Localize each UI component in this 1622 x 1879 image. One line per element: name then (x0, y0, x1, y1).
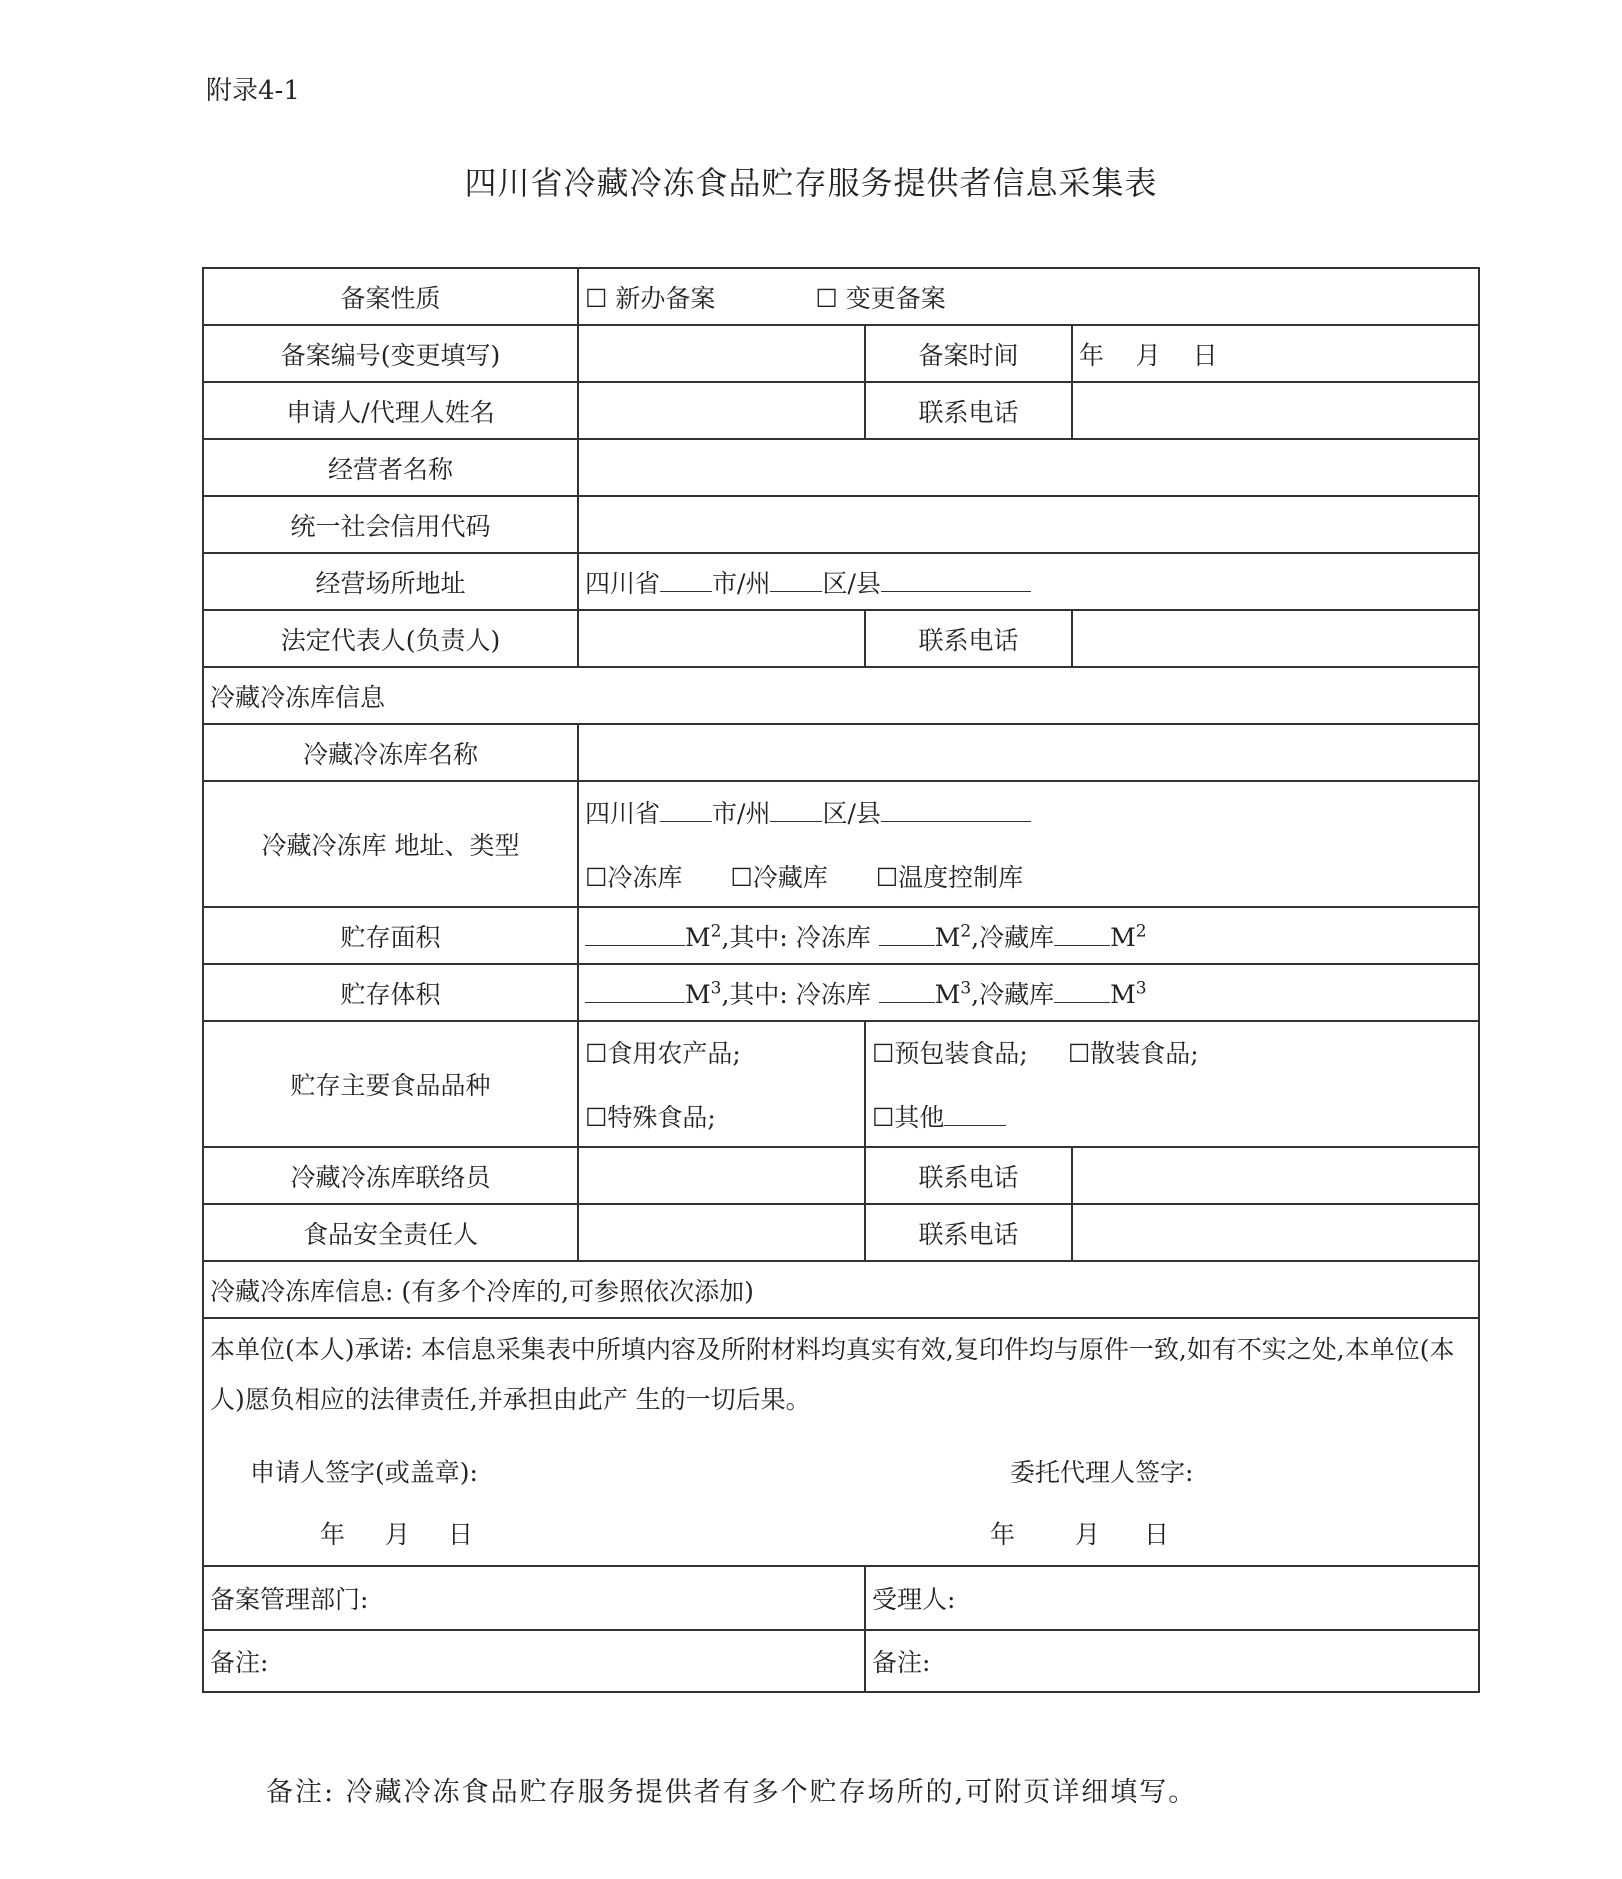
promise-text: 本单位(本人)承诺: 本信息采集表中所填内容及所附材料均真实有效,复印件均与原件一致,如有不实之处,本单位(本人)愿负相应的法律责任,并承担由此产 生的一切后果。 (210, 1335, 1455, 1414)
applicant-signature[interactable]: 申请人签字(或盖章): (250, 1458, 478, 1487)
checkbox-agri-products[interactable]: ☐食用农产品; (585, 1039, 741, 1068)
liaison-field[interactable] (578, 1147, 865, 1204)
remark-right[interactable]: 备注: (865, 1630, 1479, 1692)
row-filing-no (203, 325, 1479, 382)
row-cold-addr-type (203, 781, 1479, 907)
row-credit-code (203, 496, 1479, 553)
row-safety-person (203, 1204, 1479, 1261)
address-label: 经营场所地址 (203, 553, 578, 610)
operator-name-label: 经营者名称 (203, 439, 578, 496)
food-types-label: 贮存主要食品品种 (203, 1021, 578, 1147)
cold-name-field[interactable] (578, 724, 1479, 781)
cold-info-heading: 冷藏冷冻库信息 (203, 667, 1479, 724)
row-cold-info-heading (203, 667, 1479, 724)
checkbox-other[interactable]: ☐其他 (872, 1103, 945, 1132)
address-field[interactable] (578, 553, 1479, 610)
agent-signature[interactable]: 委托代理人签字: (1010, 1458, 1194, 1487)
row-food-types (203, 1021, 1479, 1147)
addr-city: 市/州 (712, 568, 771, 598)
checkbox-new-filing[interactable]: ☐ 新办备案 (585, 283, 716, 313)
row-area (203, 907, 1479, 964)
liaison-label: 冷藏冷冻库联络员 (203, 1147, 578, 1204)
legal-rep-phone-label: 联系电话 (865, 610, 1072, 667)
agent-date[interactable]: 年 月 日 (990, 1520, 1170, 1549)
row-cold-info-multi (203, 1261, 1479, 1318)
area-label: 贮存面积 (203, 907, 578, 964)
area-field[interactable]: $M^2$,其中: 冷冻库 $M^2$,冷藏库 $M^2$ (578, 907, 1479, 964)
cold-name-label: 冷藏冷冻库名称 (203, 724, 578, 781)
promise-cell (203, 1318, 1479, 1566)
food-types-col2 (865, 1021, 1479, 1147)
safety-person-phone-label: 联系电话 (865, 1204, 1072, 1261)
filing-nature-options (578, 268, 1479, 325)
checkbox-freezer[interactable]: ☐冷冻库 (585, 863, 683, 892)
filing-time-label: 备案时间 (865, 325, 1072, 382)
credit-code-field[interactable] (578, 496, 1479, 553)
filing-time-field[interactable]: 年 月 日 (1072, 325, 1479, 382)
addr-county: 区/县 (822, 568, 881, 598)
applicant-label: 申请人/代理人姓名 (203, 382, 578, 439)
safety-person-field[interactable] (578, 1204, 865, 1261)
filing-no-field[interactable] (578, 325, 865, 382)
checkbox-cold-storage[interactable]: ☐冷藏库 (730, 863, 828, 892)
checkbox-bulk-food[interactable]: ☐散装食品; (1067, 1039, 1199, 1068)
safety-person-label: 食品安全责任人 (203, 1204, 578, 1261)
form-title: 四川省冷藏冷冻食品贮存服务提供者信息采集表 (464, 164, 1158, 202)
filing-no-label: 备案编号(变更填写) (203, 325, 578, 382)
cold-addr-type-field[interactable] (578, 781, 1479, 907)
appendix-label: 附录4-1 (206, 76, 300, 106)
receiver-label[interactable]: 受理人: (865, 1566, 1479, 1630)
row-legal-rep (203, 610, 1479, 667)
cold-addr-type-label: 冷藏冷冻库 地址、类型 (203, 781, 578, 907)
remark-left[interactable]: 备注: (203, 1630, 865, 1692)
liaison-phone-label: 联系电话 (865, 1147, 1072, 1204)
applicant-field[interactable] (578, 382, 865, 439)
volume-label: 贮存体积 (203, 964, 578, 1021)
checkbox-temp-control[interactable]: ☐温度控制库 (875, 863, 1024, 892)
addr-province: 四川省 (585, 568, 661, 598)
cold-addr-county: 区/县 (822, 799, 881, 828)
cold-addr-province: 四川省 (585, 799, 661, 828)
checkbox-change-filing[interactable]: ☐ 变更备案 (815, 283, 946, 313)
legal-rep-field[interactable] (578, 610, 865, 667)
safety-person-phone-field[interactable] (1072, 1204, 1479, 1261)
info-collection-form (202, 267, 1480, 1693)
checkbox-prepackaged[interactable]: ☐预包装食品; (872, 1039, 1028, 1068)
row-liaison (203, 1147, 1479, 1204)
footer-note: 备注: 冷藏冷冻食品贮存服务提供者有多个贮存场所的,可附页详细填写。 (266, 1777, 1198, 1808)
liaison-phone-field[interactable] (1072, 1147, 1479, 1204)
row-volume (203, 964, 1479, 1021)
row-applicant (203, 382, 1479, 439)
row-promise (203, 1318, 1479, 1566)
food-types-col1 (578, 1021, 865, 1147)
row-operator-name (203, 439, 1479, 496)
filing-nature-label: 备案性质 (203, 268, 578, 325)
credit-code-label: 统一社会信用代码 (203, 496, 578, 553)
checkbox-special-food[interactable]: ☐特殊食品; (585, 1103, 716, 1132)
applicant-phone-field[interactable] (1072, 382, 1479, 439)
row-remark (203, 1630, 1479, 1692)
row-filing-nature (203, 268, 1479, 325)
cold-info-multi-note: 冷藏冷冻库信息: (有多个冷库的,可参照依次添加) (203, 1261, 1479, 1318)
legal-rep-label: 法定代表人(负责人) (203, 610, 578, 667)
applicant-date[interactable]: 年 月 日 (320, 1520, 474, 1549)
applicant-phone-label: 联系电话 (865, 382, 1072, 439)
cold-addr-city: 市/州 (712, 799, 771, 828)
row-dept (203, 1566, 1479, 1630)
row-cold-name (203, 724, 1479, 781)
row-address (203, 553, 1479, 610)
dept-label[interactable]: 备案管理部门: (203, 1566, 865, 1630)
operator-name-field[interactable] (578, 439, 1479, 496)
legal-rep-phone-field[interactable] (1072, 610, 1479, 667)
volume-field[interactable]: $M^3$,其中: 冷冻库 $M^3$,冷藏库 $M^3$ (578, 964, 1479, 1021)
